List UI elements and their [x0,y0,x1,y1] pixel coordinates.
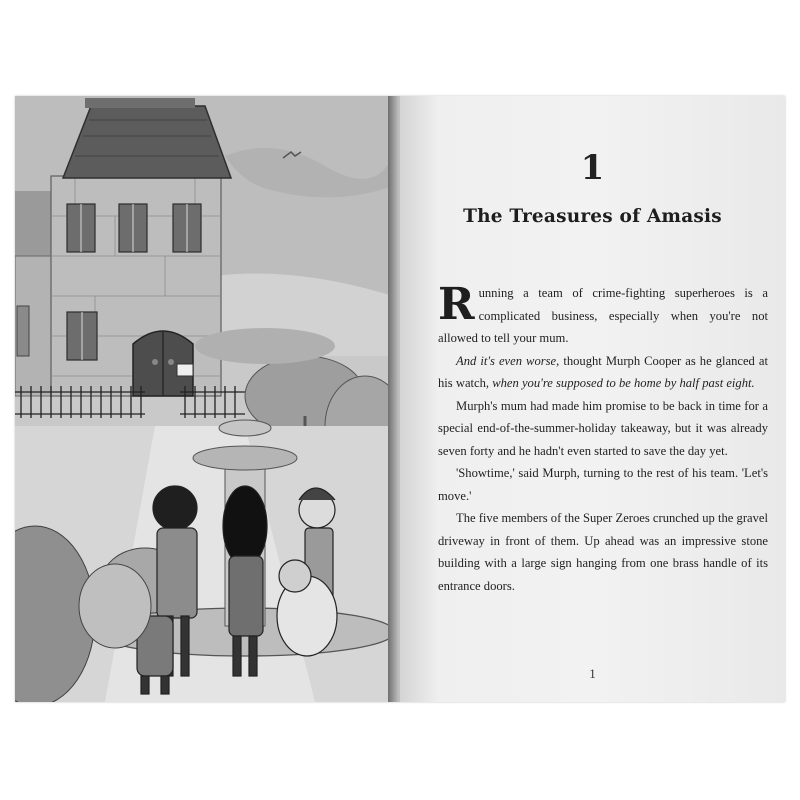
illustration-page [15,96,393,702]
chapter-title: The Treasures of Amasis [463,206,722,227]
chapter-number: 1 [580,148,605,188]
paragraph-3: Murph's mum had made him promise to be back in time for a special end-of-the-summer-holiday takeaway, but it was already seven forty and he hadn't even started to save the day yet. [438,398,768,458]
house-fountain-illustration [15,96,393,702]
paragraph-2 [438,350,768,395]
page-number: 1 [589,666,596,681]
drop-cap: R [438,279,475,330]
paragraph-2-italic-b: when you're supposed to be home by half past eight. [492,376,755,390]
text-page [400,96,785,702]
paragraph-1 [438,279,768,350]
paragraph-5: The five members of the Super Zeroes crunched up the gravel driveway in front of them. Up ahead was an impressive stone building with a large sign hanging from one brass handle of its entrance doors. [438,511,768,593]
paragraph-2-text: thought Murph Cooper as he glanced at his watch, [438,353,768,390]
paragraph-1-text: unning a team of crime-fighting superheroes is a complicated business, especially when you're not allowed to tell your mum. [438,286,768,345]
chapter-text [438,279,768,597]
paragraph-2-italic-a: And it's even worse, [456,353,560,368]
paragraph-4: 'Showtime,' said Murph, turning to the rest of his team. 'Let's move.' [438,466,768,503]
